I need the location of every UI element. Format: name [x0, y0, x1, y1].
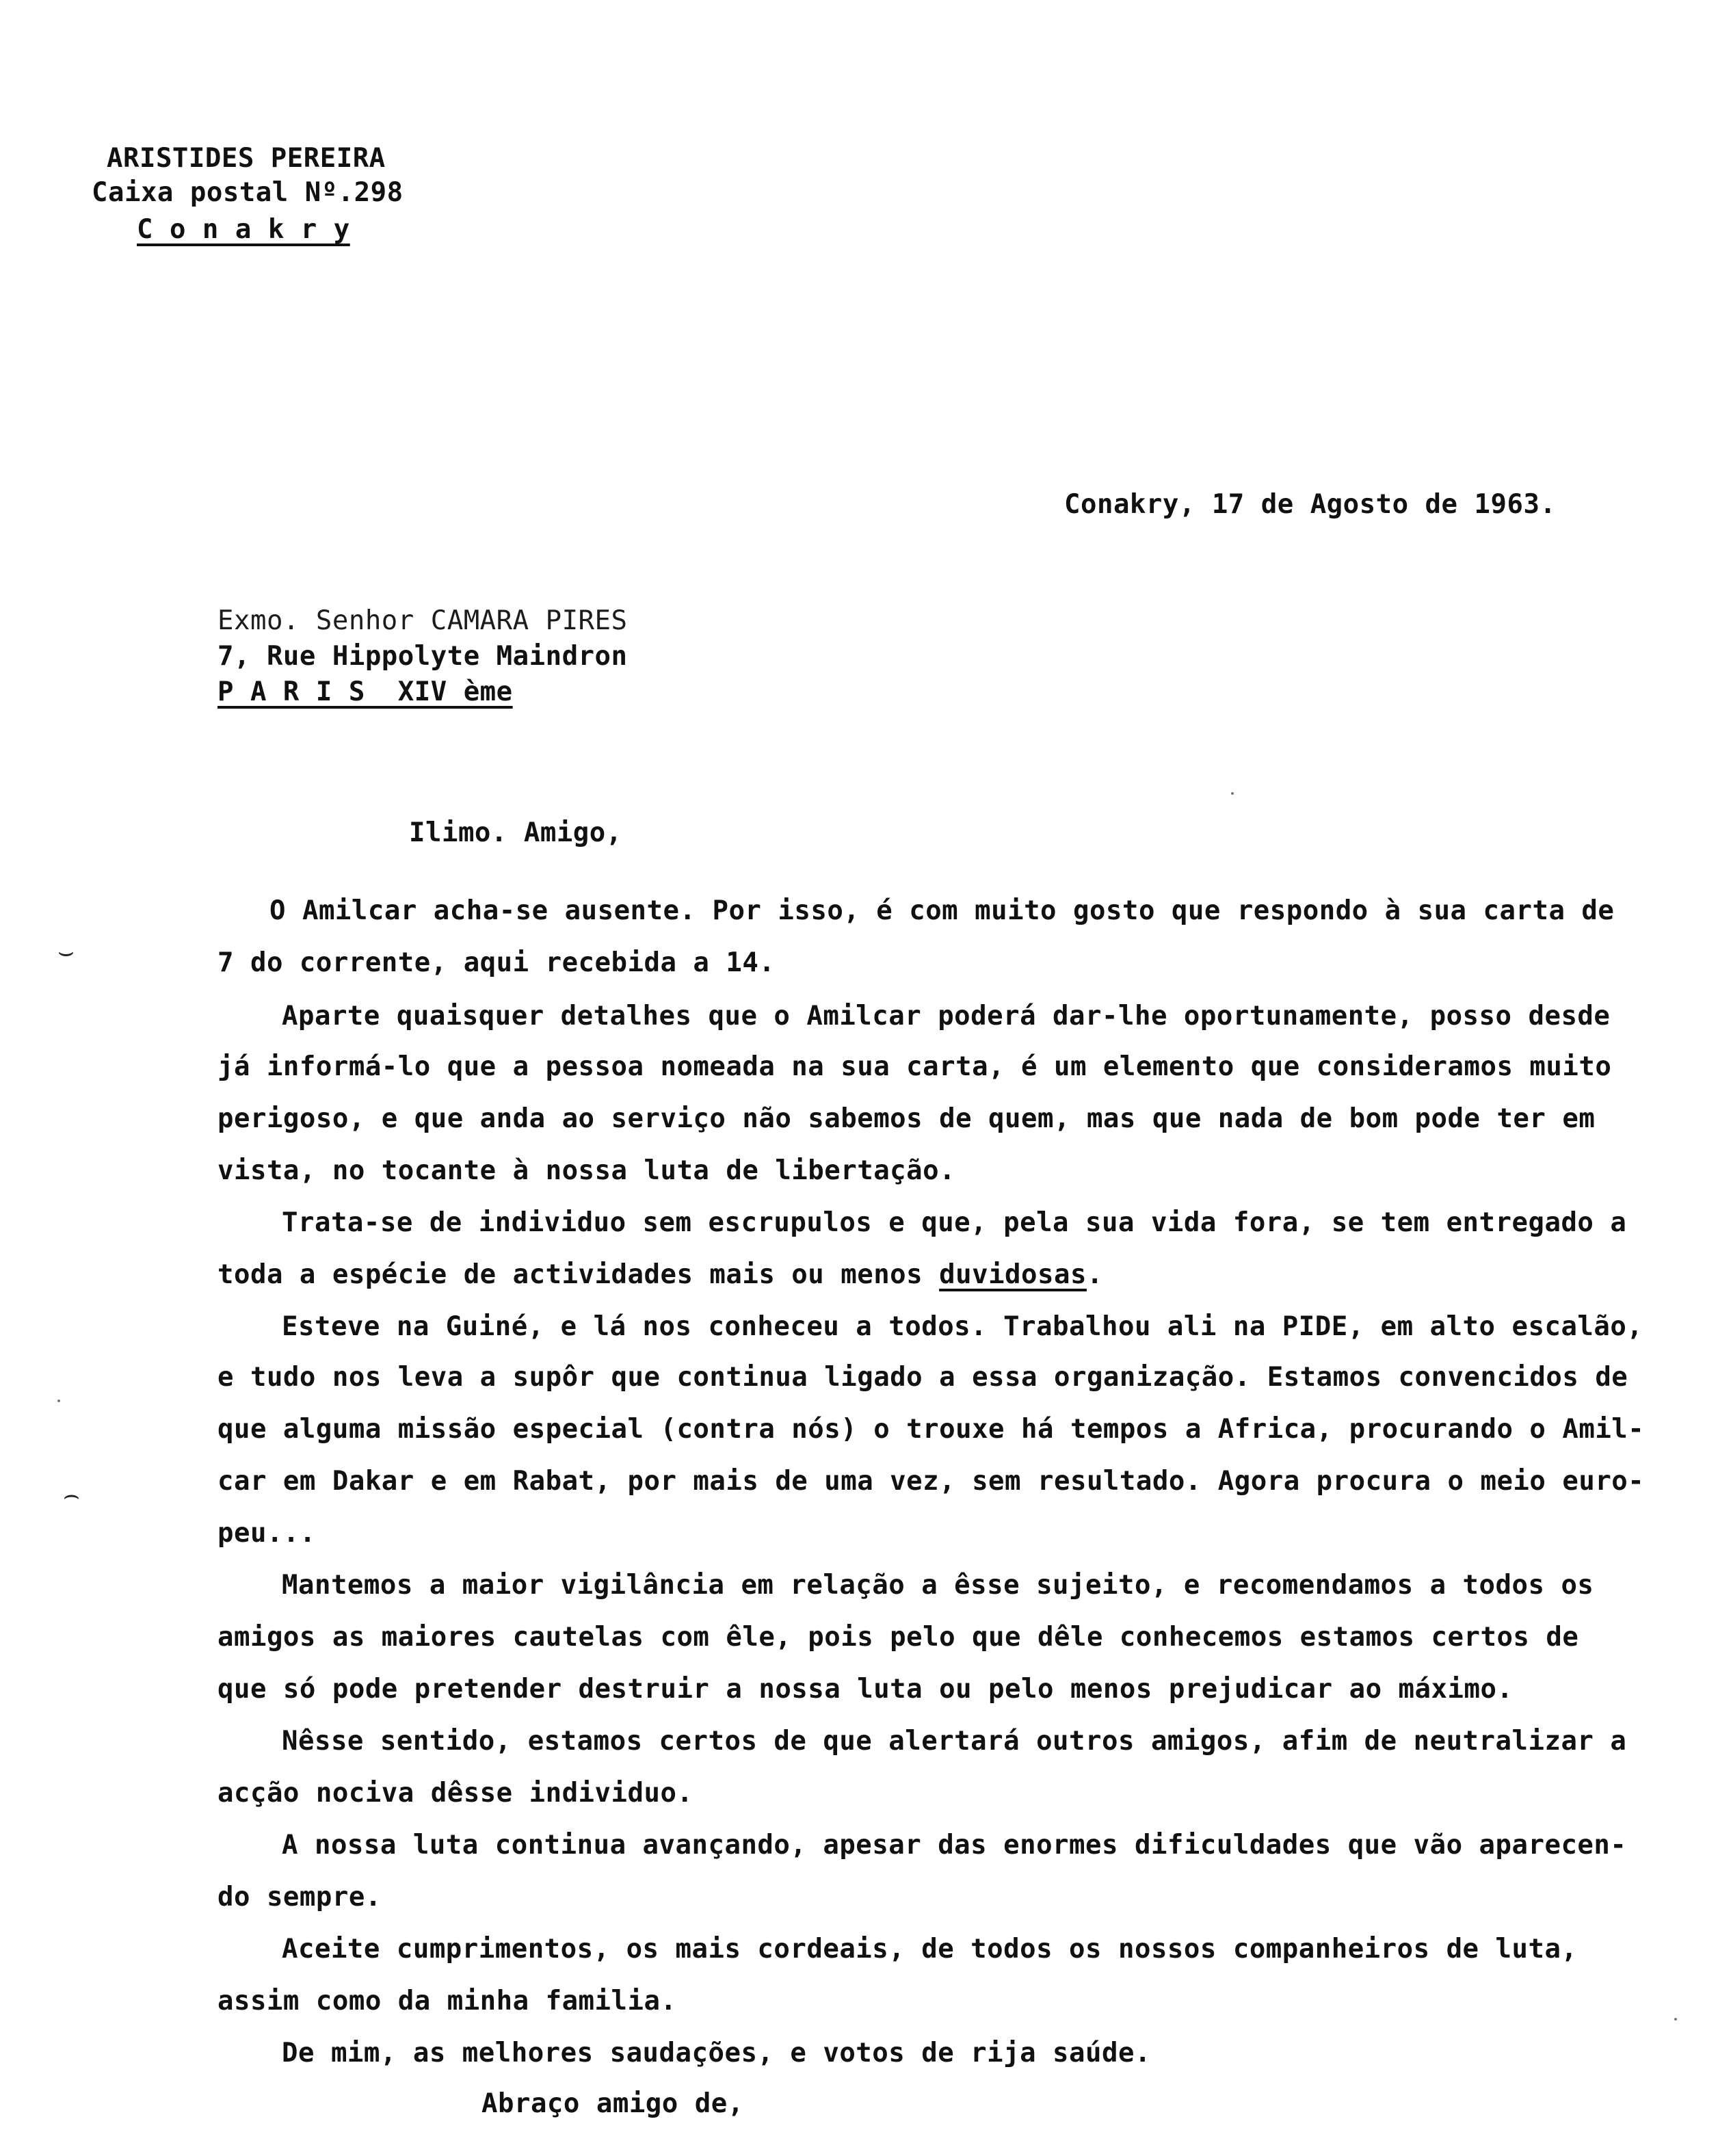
- body-line: assim como da minha familia.: [217, 1986, 677, 2016]
- body-line: amigos as maiores cautelas com êle, pois pelo que dêle conhecemos estamos certos de: [217, 1622, 1579, 1653]
- body-line: 7 do corrente, aqui recebida a 14.: [217, 947, 776, 978]
- body-line: Esteve na Guiné, e lá nos conheceu a todos. Trabalhou ali na PIDE, em alto escalão,: [282, 1311, 1643, 1342]
- letter-date: Conakry, 17 de Agosto de 1963.: [1064, 489, 1557, 520]
- body-line: acção nociva dêsse individuo.: [217, 1778, 693, 1809]
- body-line: e tudo nos leva a supôr que continua ligado a essa organização. Estamos convencidos de: [217, 1362, 1628, 1393]
- body-line: Trata-se de individuo sem escrupulos e que, pela sua vida fora, se tem entregado a: [282, 1207, 1627, 1238]
- body-line: O Amilcar acha-se ausente. Por isso, é com muito gosto que respondo à sua carta de: [269, 895, 1615, 926]
- body-line: peu...: [217, 1518, 316, 1549]
- body-line: Nêsse sentido, estamos certos de que alertará outros amigos, afim de neutralizar a: [282, 1726, 1627, 1757]
- body-line: Aparte quaisquer detalhes que o Amilcar poderá dar-lhe oportunamente, posso desde: [282, 1001, 1611, 1031]
- body-line: Aceite cumprimentos, os mais cordeais, de todos os nossos companheiros de luta,: [282, 1934, 1578, 1964]
- body-line: vista, no tocante à nossa luta de libertação.: [217, 1155, 956, 1186]
- body-line: já informá-lo que a pessoa nomeada na sua carta, é um elemento que consideramos muito: [217, 1051, 1612, 1082]
- salutation: Ilimo. Amigo,: [409, 817, 622, 848]
- body-line: perigoso, e que anda ao serviço não sabemos de quem, mas que nada de bom pode ter em: [217, 1103, 1596, 1134]
- body-line: Mantemos a maior vigilância em relação a êsse sujeito, e recomendamos a todos os: [282, 1570, 1594, 1601]
- sender-postal-box: Caixa postal Nº.298: [92, 177, 404, 208]
- recipient-city: P A R I S XIV ème: [217, 676, 513, 707]
- underlined-word: duvidosas: [939, 1259, 1087, 1290]
- scan-speck: [57, 1399, 60, 1402]
- body-line: toda a espécie de actividades mais ou menos duvidosas.: [217, 1259, 1103, 1290]
- margin-mark: ⌢: [63, 1480, 81, 1510]
- body-line: A nossa luta continua avançando, apesar das enormes dificuldades que vão aparecen-: [282, 1830, 1627, 1861]
- scan-speck: [1674, 2018, 1677, 2021]
- sender-city: C o n a k r y: [137, 214, 350, 245]
- sender-name: ARISTIDES PEREIRA: [107, 143, 386, 174]
- body-line: car em Dakar e em Rabat, por mais de uma vez, sem resultado. Agora procura o meio euro-: [217, 1466, 1645, 1497]
- closing: Abraço amigo de,: [481, 2088, 744, 2119]
- recipient-street: 7, Rue Hippolyte Maindron: [217, 641, 628, 672]
- margin-mark: ⌣: [57, 936, 75, 967]
- body-line: do sempre.: [217, 1882, 382, 1912]
- body-line: que alguma missão especial (contra nós) o trouxe há tempos a Africa, procurando o Amil-: [217, 1414, 1645, 1445]
- body-line: De mim, as melhores saudações, e votos de rija saúde.: [282, 2038, 1151, 2068]
- scan-speck: [1231, 792, 1234, 795]
- recipient-name: Exmo. Senhor CAMARA PIRES: [217, 605, 628, 636]
- body-line: que só pode pretender destruir a nossa luta ou pelo menos prejudicar ao máximo.: [217, 1674, 1514, 1705]
